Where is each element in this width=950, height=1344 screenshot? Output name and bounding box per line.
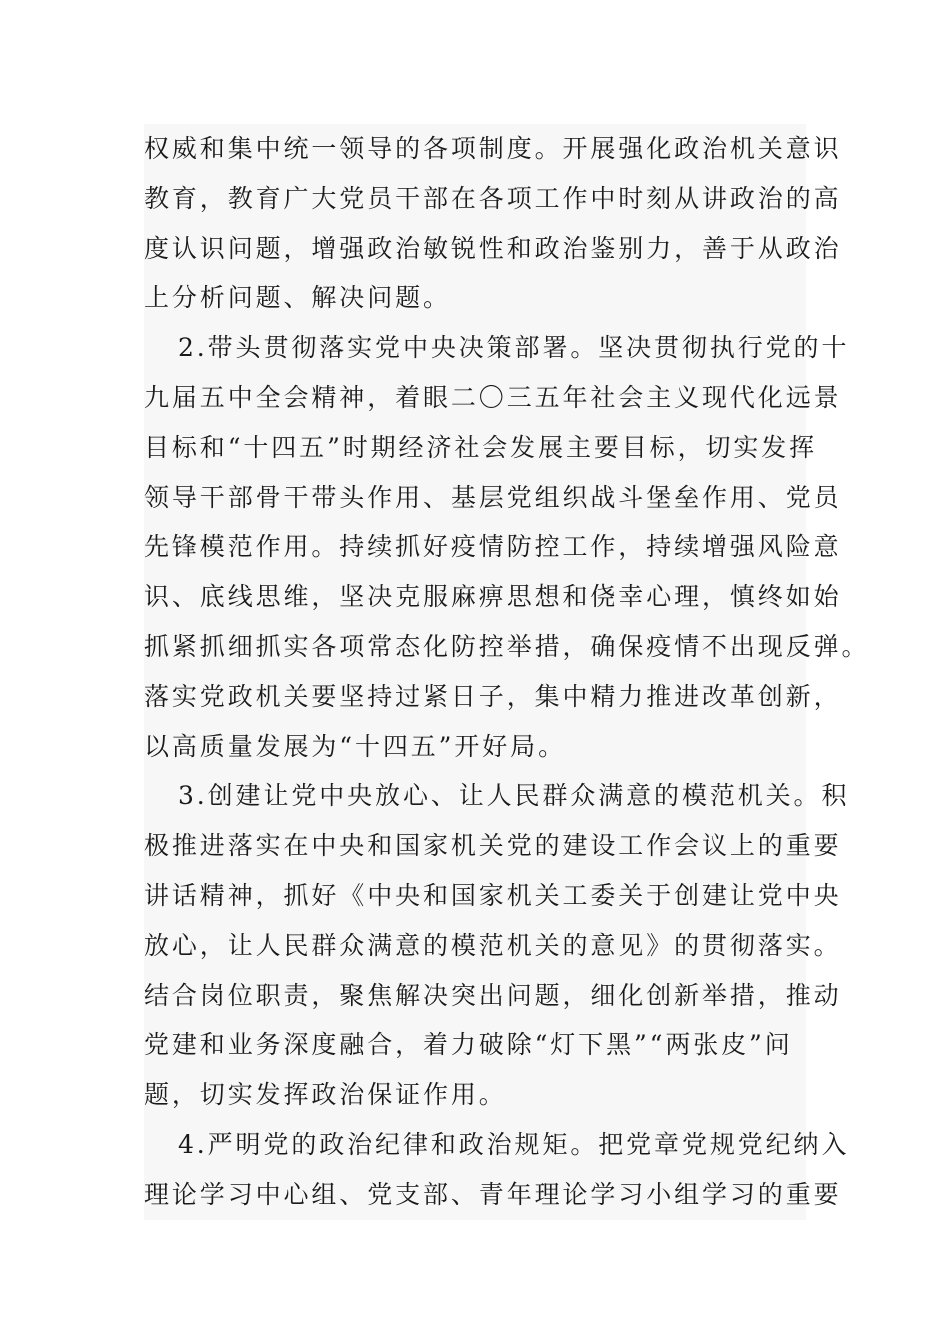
text-line: 4.严明党的政治纪律和政治规矩。把党章党规党纪纳入 (178, 1130, 850, 1159)
text-line: 上分析问题、解决问题。 (144, 283, 451, 313)
text-line: 放心，让人民群众满意的模范机关的意见》的贯彻落实。 (144, 930, 842, 960)
text-line: 九届五中全会精神，着眼二〇三五年社会主义现代化远景 (144, 383, 842, 412)
text-line: 识、底线思维，坚决克服麻痹思想和侥幸心理，慎终如始 (144, 582, 842, 612)
text-line: 以高质量发展为“十四五”开好局。 (144, 731, 566, 761)
text-line: 党建和业务深度融合，着力破除“灯下黑”“两张皮”问 (144, 1030, 793, 1060)
text-line: 度认识问题，增强政治敏锐性和政治鉴别力，善于从政治 (144, 233, 842, 263)
text-line: 3.创建让党中央放心、让人民群众满意的模范机关。积 (178, 781, 850, 811)
text-line: 落实党政机关要坚持过紧日子，集中精力推进改革创新， (144, 681, 842, 711)
text-line: 目标和“十四五”时期经济社会发展主要目标，切实发挥 (144, 432, 818, 462)
text-line: 结合岗位职责，聚焦解决突出问题，细化创新举措，推动 (144, 980, 842, 1010)
text-line: 抓紧抓细抓实各项常态化防控举措，确保疫情不出现反弹。 (144, 632, 870, 661)
text-line: 讲话精神，抓好《中央和国家机关工委关于创建让党中央 (144, 881, 842, 910)
text-line: 题，切实发挥政治保证作用。 (144, 1080, 507, 1110)
text-line: 2.带头贯彻落实党中央决策部署。坚决贯彻执行党的十 (178, 333, 850, 363)
text-line: 教育，教育广大党员干部在各项工作中时刻从讲政治的高 (144, 183, 842, 213)
text-line: 权威和集中统一领导的各项制度。开展强化政治机关意识 (144, 134, 842, 163)
document-body (144, 124, 870, 1220)
text-line: 领导干部骨干带头作用、基层党组织战斗堡垒作用、党员 (144, 482, 842, 512)
text-line: 极推进落实在中央和国家机关党的建设工作会议上的重要 (144, 831, 842, 861)
text-line: 理论学习中心组、党支部、青年理论学习小组学习的重要 (144, 1179, 842, 1209)
text-line: 先锋模范作用。持续抓好疫情防控工作，持续增强风险意 (144, 532, 842, 562)
